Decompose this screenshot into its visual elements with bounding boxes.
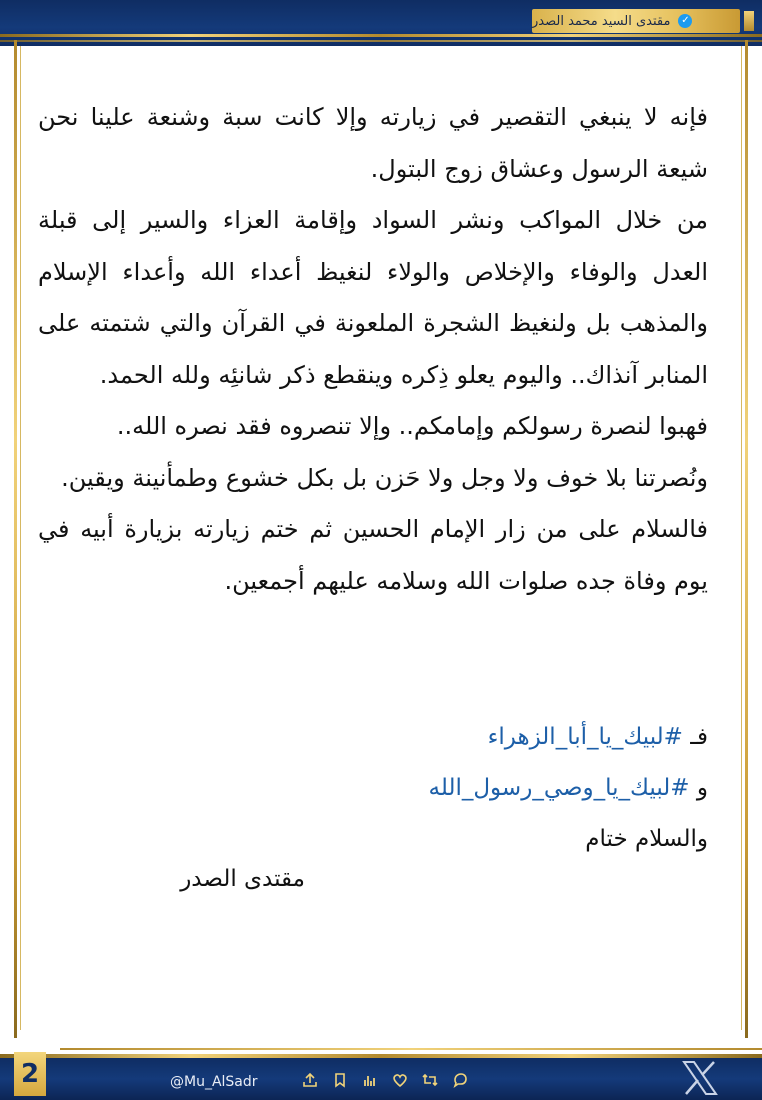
account-name-tag [532,9,740,33]
account-name: مقتدى السيد محمد الصدر [532,13,671,29]
retweet-icon[interactable] [420,1072,440,1092]
bottom-banner [0,1058,762,1100]
gold-divider [0,40,762,42]
views-icon[interactable] [360,1072,380,1092]
right-frame-inner [741,46,742,1030]
top-banner [0,0,762,46]
paragraph: ونُصرتنا بلا خوف ولا وجل ولا حَزن بل بكل خشوع وطمأنينة ويقين. [61,463,708,492]
paragraph: فالسلام على من زار الإمام الحسين ثم ختم زيارته بزيارة أبيه في يوم وفاة جده صلوات الله وسلامه عليهم أجمعين. [38,515,708,595]
page-number: 2 [14,1052,46,1096]
x-logo-icon [670,1056,730,1100]
hashtag-block [68,712,708,865]
like-icon[interactable] [390,1072,410,1092]
closing-line: والسلام ختام [585,826,708,852]
verified-icon: ✓ [678,14,692,28]
tweet-actions [300,1072,470,1092]
paragraph: فإنه لا ينبغي التقصير في زيارته وإلا كانت سبة وشنعة علينا نحن شيعة الرسول وعشاق زوج البتول. [38,103,708,183]
share-icon[interactable] [300,1072,320,1092]
account-handle[interactable]: @Mu_AlSadr [170,1074,258,1090]
tag-accent [744,11,754,31]
hashtag-line [68,712,708,763]
gold-divider [0,34,762,37]
hashtag-prefix: و [696,775,708,801]
statement-body [38,92,708,607]
right-frame [745,40,748,1038]
bookmark-icon[interactable] [330,1072,350,1092]
left-frame [14,40,17,1038]
hashtag-line [68,763,708,814]
hashtag-link[interactable]: #لبيك_يا_وصي_رسول_الله [428,775,690,801]
left-frame-inner [20,46,21,1030]
reply-icon[interactable] [450,1072,470,1092]
paragraph: فهبوا لنصرة رسولكم وإمامكم.. وإلا تنصروه فقد نصره الله.. [116,412,708,440]
hashtag-link[interactable]: #لبيك_يا_أبا_الزهراء [487,724,683,750]
gold-divider [60,1048,762,1050]
hashtag-prefix: فـ [690,724,708,750]
paragraph: من خلال المواكب ونشر السواد وإقامة العزاء والسير إلى قبلة العدل والوفاء والإخلاص والولاء لنغيظ أعداء الله وأعداء الإسلام والمذهب بل ولنغيظ الشجرة الملعونة في القرآن والتي شتمته على المنابر آنذاك.. واليوم يعلو ذِكره وينقطع ذكر شانئِه ولله الحمد. [38,206,708,389]
signature: مقتدى الصدر [180,866,305,892]
